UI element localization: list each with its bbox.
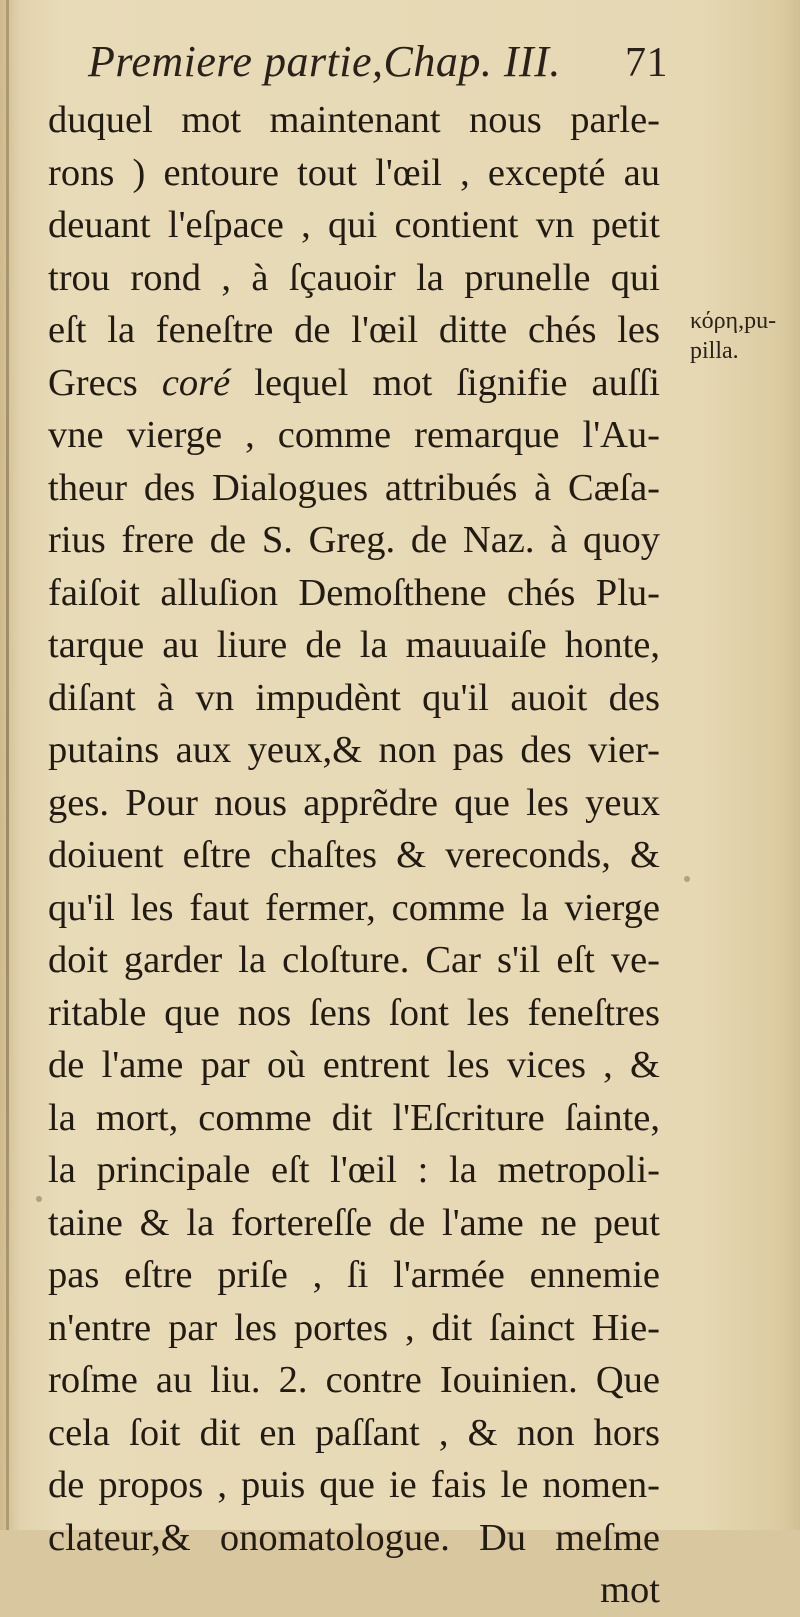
text-line-segment: putains aux yeux,& non pas des vier-	[48, 729, 660, 771]
text-line-segment: taine & la fortereſſe de l'ame ne peut	[48, 1201, 660, 1244]
italic-term: coré	[161, 361, 231, 404]
text-line-segment: deuant l'eſpace , qui contient vn petit	[48, 204, 660, 246]
binding-gutter	[6, 0, 9, 1530]
text-line-segment: rius frere de S. Greg. de Naz. à quoy	[48, 519, 660, 561]
text-line-segment: la mort, comme dit l'Eſcriture ſainte,	[48, 1096, 660, 1139]
text-line-segment: pas eſtre priſe , ſi l'armée ennemie	[48, 1254, 660, 1296]
text-line-segment: doiuent eſtre chaſtes & vereconds, &	[48, 834, 660, 876]
text-line	[48, 409, 660, 462]
paper-speck	[684, 876, 690, 882]
text-line	[48, 829, 660, 882]
running-head-title: Premiere partie,Chap. III.	[88, 37, 561, 86]
text-line	[48, 777, 660, 830]
text-line	[48, 199, 660, 252]
page-number: 71	[625, 40, 668, 86]
text-line	[48, 462, 660, 515]
text-line-segment: diſant à vn impudènt qu'il auoit des	[48, 676, 660, 719]
text-line-segment: de l'ame par où entrent les vices , &	[48, 1044, 660, 1086]
text-line	[48, 1512, 660, 1565]
text-line	[48, 357, 660, 410]
paper-speck	[36, 1196, 42, 1202]
text-line-segment: ges. Pour nous apprẽdre que les yeux	[48, 781, 660, 824]
text-line-segment: roſme au liu. 2. contre Iouinien. Que	[48, 1359, 660, 1401]
body-text	[48, 94, 660, 1617]
margin-note-greek: κόρη,pu-	[690, 308, 777, 334]
text-line-segment: theur des Dialogues attribués à Cæſa-	[48, 466, 660, 509]
margin-note-latin: pilla.	[690, 338, 739, 364]
text-line	[48, 567, 660, 620]
text-line-segment: qu'il les faut fermer, comme la vierge	[48, 886, 660, 929]
text-line	[48, 304, 660, 357]
text-line-segment: de propos , puis que ie fais le nomen-	[48, 1464, 660, 1506]
text-line-segment: clateur,& onomatologue. Du meſme	[48, 1516, 660, 1559]
text-line	[48, 1354, 660, 1407]
text-line	[48, 1249, 660, 1302]
text-line-segment: cela ſoit dit en paſſant , & non hors	[48, 1411, 660, 1454]
text-line	[48, 724, 660, 777]
text-line-segment: trou rond , à ſçauoir la prunelle qui	[48, 256, 660, 299]
text-line	[48, 882, 660, 935]
text-line-segment: tarque au liure de la mauuaiſe honte,	[48, 624, 660, 666]
text-line	[48, 672, 660, 725]
text-line-segment: la principale eſt l'œil : la metropoli-	[48, 1149, 660, 1191]
text-line-segment: eſt la feneſtre de l'œil ditte chés les	[48, 309, 660, 351]
text-line	[48, 1459, 660, 1512]
text-line	[48, 934, 660, 987]
text-line	[48, 1302, 660, 1355]
text-line	[48, 987, 660, 1040]
text-line	[48, 619, 660, 672]
text-line	[48, 1092, 660, 1145]
text-line	[48, 514, 660, 567]
catchword: mot	[600, 1569, 660, 1611]
text-line-segment: n'entre par les portes , dit ſainct Hie-	[48, 1306, 660, 1349]
text-line-segment: lequel mot ſignifie auſſi	[230, 361, 660, 404]
text-line-segment: vne vierge , comme remarque l'Au-	[48, 414, 660, 456]
text-line-segment: rons ) entoure tout l'œil , excepté au	[48, 151, 660, 194]
text-line	[48, 1039, 660, 1092]
running-head	[88, 36, 668, 92]
text-line	[48, 1197, 660, 1250]
margin-note	[690, 306, 790, 366]
text-line-segment: duquel mot maintenant nous parle-	[48, 99, 660, 141]
text-line	[48, 252, 660, 305]
text-line-segment: Grecs	[48, 361, 162, 404]
text-line-segment: ritable que nos ſens ſont les feneſtres	[48, 991, 660, 1034]
text-line	[48, 1407, 660, 1460]
text-line	[48, 1144, 660, 1197]
text-line-segment: faiſoit alluſion Demoſthene chés Plu-	[48, 571, 660, 614]
text-line	[48, 147, 660, 200]
text-line	[48, 94, 660, 147]
text-line-segment: doit garder la cloſture. Car s'il eſt ve-	[48, 939, 660, 981]
